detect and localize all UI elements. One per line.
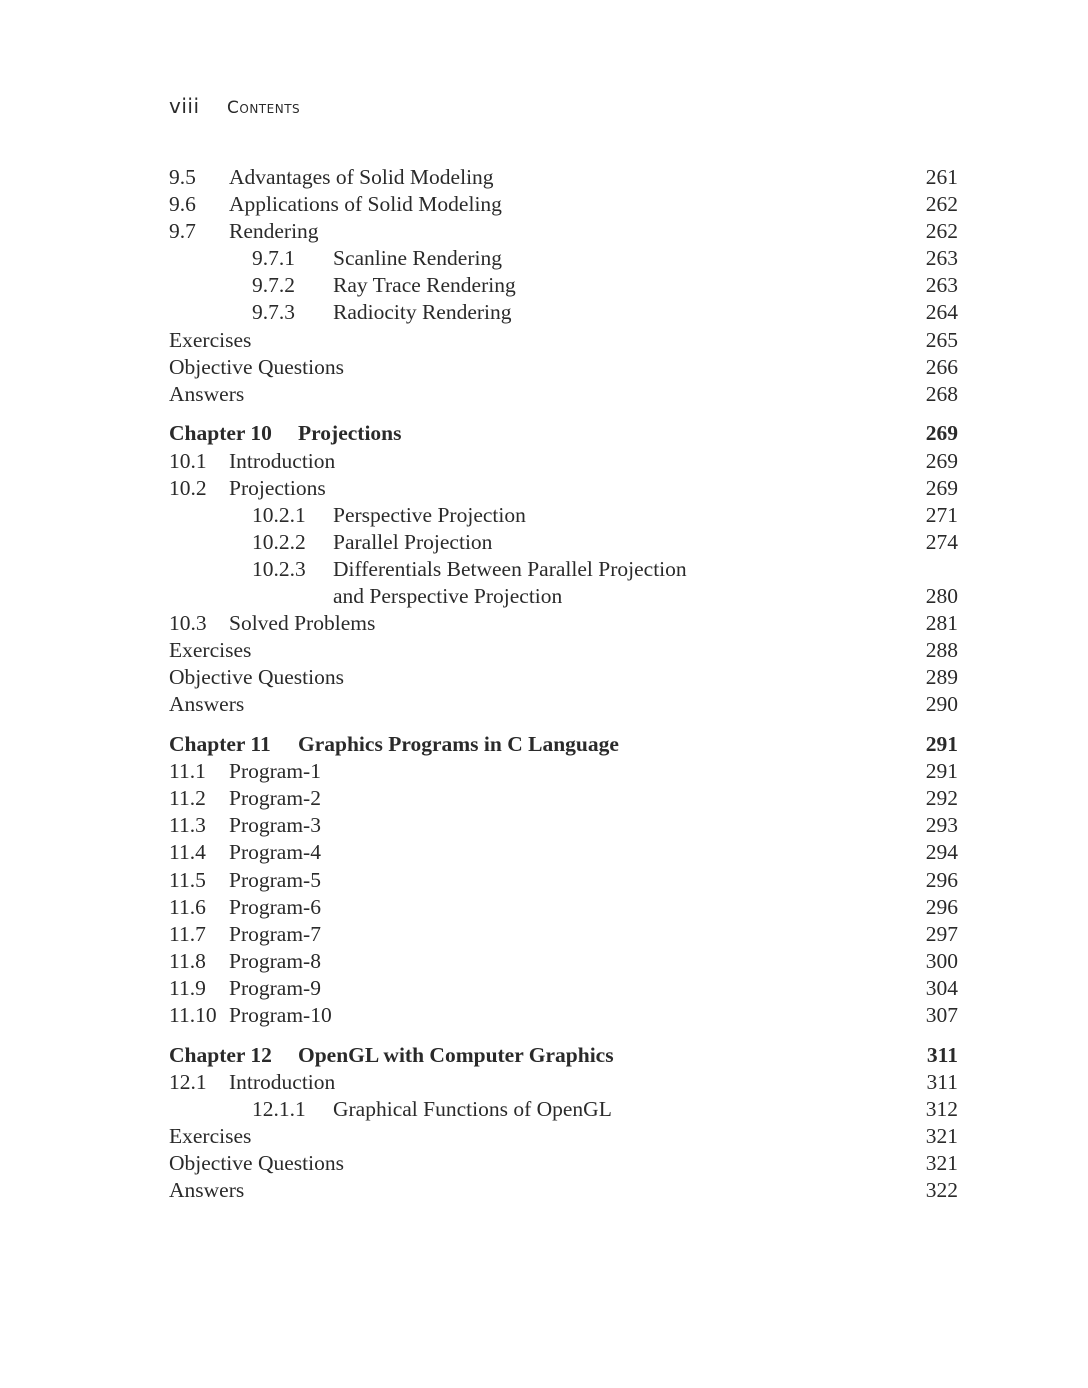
toc-entry	[169, 664, 958, 691]
entry-title: Program-6	[229, 894, 321, 919]
toc-entry	[169, 785, 958, 812]
toc-entry	[169, 1150, 958, 1177]
chapter-number: Chapter 10	[169, 421, 272, 446]
section-number: 12.1	[169, 1069, 207, 1094]
toc-entry	[169, 327, 958, 354]
entry-title: Objective Questions	[169, 665, 344, 690]
entry-title: Differentials Between Parallel Projection	[333, 556, 687, 581]
page-number: 268	[925, 381, 958, 406]
entry-title: Program-2	[229, 786, 321, 811]
entry-title: Answers	[169, 381, 245, 406]
toc-entry	[169, 475, 958, 502]
page-number: 296	[925, 867, 958, 892]
page-number: 304	[925, 975, 958, 1000]
toc-entry	[169, 448, 958, 475]
page-number: 296	[925, 894, 958, 919]
entry-title: Rendering	[229, 219, 319, 244]
toc-entry	[169, 299, 958, 326]
page-number: 293	[925, 813, 958, 838]
page-number: 274	[925, 529, 958, 554]
page-number: 290	[925, 692, 958, 717]
page-number: 311	[926, 1042, 958, 1067]
section-number: 12.1.1	[252, 1096, 306, 1121]
entry-title: Parallel Projection	[333, 529, 493, 554]
section-number: 9.7.3	[252, 300, 295, 325]
entry-title: Program-5	[229, 867, 321, 892]
toc-entry	[169, 502, 958, 529]
toc-entry	[169, 272, 958, 299]
entry-title: Solved Problems	[229, 611, 376, 636]
page-number: 262	[925, 192, 958, 217]
entry-title: Objective Questions	[169, 1151, 344, 1176]
entry-title: Exercises	[169, 1123, 252, 1148]
running-head	[169, 92, 300, 122]
page-number: 300	[925, 948, 958, 973]
entry-title: Projections	[229, 475, 326, 500]
toc-entry	[169, 839, 958, 866]
page-number: 322	[925, 1178, 958, 1203]
entry-title: Radiocity Rendering	[333, 300, 512, 325]
toc-entry	[169, 381, 958, 408]
section-number: 11.5	[169, 867, 206, 892]
toc-entry	[169, 1002, 958, 1029]
entry-title: Perspective Projection	[333, 502, 526, 527]
page-number: 289	[925, 665, 958, 690]
section-number: 10.2	[169, 475, 207, 500]
toc-chapter-entry	[169, 1042, 958, 1069]
entry-title: Answers	[169, 692, 245, 717]
page-number: 312	[925, 1096, 958, 1121]
page-number: 269	[925, 475, 958, 500]
section-number: 11.9	[169, 975, 206, 1000]
entry-title: Answers	[169, 1178, 245, 1203]
entry-title: Advantages of Solid Modeling	[229, 165, 494, 189]
page-number: 307	[925, 1003, 958, 1027]
page-number: 280	[925, 584, 958, 608]
section-number: 11.10	[169, 1003, 217, 1027]
running-title: Contents	[227, 98, 301, 118]
page-number: 265	[925, 327, 958, 352]
entry-title: Program-7	[229, 921, 321, 946]
entry-title: Applications of Solid Modeling	[229, 192, 502, 217]
toc-entry	[169, 975, 958, 1002]
entry-title: Scanline Rendering	[333, 246, 502, 271]
section-number: 11.8	[169, 948, 206, 973]
entry-title: Program-3	[229, 813, 321, 838]
section-number: 9.5	[169, 165, 196, 189]
page-number: 262	[925, 219, 958, 244]
toc-entry	[169, 354, 958, 381]
section-number: 9.7	[169, 219, 196, 244]
page-number: 261	[925, 165, 958, 189]
toc-entry	[169, 1123, 958, 1150]
toc-entry	[169, 245, 958, 272]
toc-entry	[169, 1069, 958, 1096]
section-number: 10.2.2	[252, 529, 306, 554]
entry-title: Program-8	[229, 948, 321, 973]
chapter-title: Graphics Programs in C Language	[298, 732, 619, 757]
page-number: 288	[925, 638, 958, 663]
entry-title: Program-1	[229, 759, 321, 784]
toc-entry	[169, 191, 958, 218]
toc-entry	[169, 812, 958, 839]
entry-title: Exercises	[169, 638, 252, 663]
toc-entry	[169, 758, 958, 785]
toc-entry	[169, 529, 958, 556]
page-number: 321	[925, 1123, 958, 1148]
section-number: 9.7.2	[252, 273, 295, 298]
chapter-title: Projections	[298, 421, 402, 446]
toc-entry	[169, 556, 958, 583]
page-number: 292	[925, 786, 958, 811]
section-number: 10.2.1	[252, 502, 306, 527]
entry-title: and Perspective Projection	[333, 584, 563, 608]
page-number: 311	[926, 1069, 958, 1094]
section-number: 11.6	[169, 894, 206, 919]
page-number: 271	[925, 502, 958, 527]
section-number: 11.1	[169, 759, 206, 784]
chapter-number: Chapter 12	[169, 1042, 272, 1067]
toc-entry	[169, 218, 958, 245]
page-number: 297	[925, 921, 958, 946]
toc-entry	[169, 691, 958, 718]
page-number: 263	[925, 273, 958, 298]
entry-title: Program-9	[229, 975, 321, 1000]
toc-entry	[169, 610, 958, 637]
page-number: 291	[925, 759, 958, 784]
page-number: 269	[925, 421, 958, 446]
chapter-number: Chapter 11	[169, 732, 271, 757]
toc-chapter-entry	[169, 731, 958, 758]
section-number: 11.3	[169, 813, 206, 838]
section-number: 11.7	[169, 921, 206, 946]
page-number: 281	[925, 611, 958, 636]
page-number: 291	[925, 732, 958, 757]
section-number: 10.2.3	[252, 556, 306, 581]
toc-chapter-entry	[169, 420, 958, 447]
chapter-title: OpenGL with Computer Graphics	[298, 1042, 614, 1067]
entry-title: Program-10	[229, 1003, 332, 1027]
toc-entry	[169, 867, 958, 894]
toc-entry	[169, 1096, 958, 1123]
section-number: 10.3	[169, 611, 207, 636]
section-number: 9.6	[169, 192, 196, 217]
page-number: 294	[925, 840, 958, 865]
page-number: 266	[925, 354, 958, 379]
toc-entry	[169, 583, 958, 610]
section-number: 10.1	[169, 448, 207, 473]
table-of-contents	[169, 164, 958, 1204]
toc-entry	[169, 164, 958, 191]
page-number: 269	[925, 448, 958, 473]
entry-title: Exercises	[169, 327, 252, 352]
toc-entry	[169, 637, 958, 664]
entry-title: Introduction	[229, 1069, 336, 1094]
section-number: 11.2	[169, 786, 206, 811]
page-number: 321	[925, 1151, 958, 1176]
entry-title: Ray Trace Rendering	[333, 273, 516, 298]
entry-title: Program-4	[229, 840, 321, 865]
toc-entry	[169, 894, 958, 921]
page-number: 264	[925, 300, 958, 325]
entry-title: Introduction	[229, 448, 336, 473]
entry-title: Graphical Functions of OpenGL	[333, 1096, 612, 1121]
section-number: 9.7.1	[252, 246, 295, 271]
toc-entry	[169, 1177, 958, 1204]
toc-entry	[169, 921, 958, 948]
entry-title: Objective Questions	[169, 354, 344, 379]
page-folio: viii	[169, 94, 200, 118]
section-number: 11.4	[169, 840, 206, 865]
toc-entry	[169, 948, 958, 975]
page-number: 263	[925, 246, 958, 271]
